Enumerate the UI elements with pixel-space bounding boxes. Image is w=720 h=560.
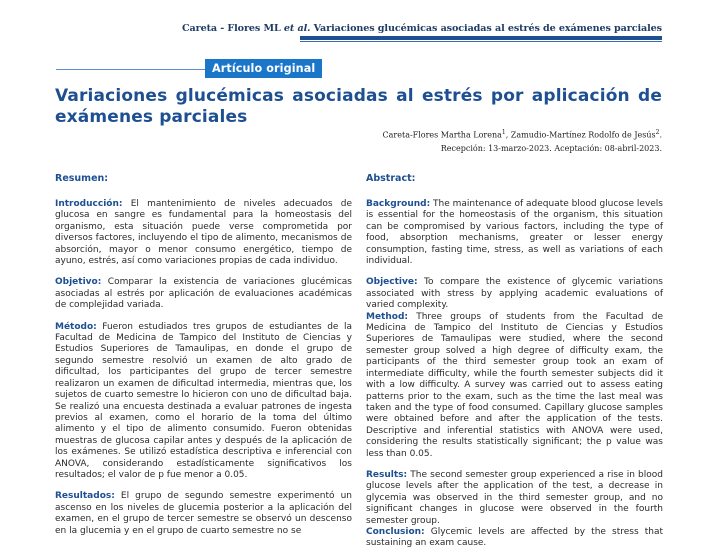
abstract-results: Results: The second semester group experienced a rise in blood glucose levels after the application of the test, a decrease in glycemia was observed in the third semester group, and no significant changes in glucose were observed in the fourth semester group. [366, 469, 663, 526]
resumen-objetivo: Objetivo: Comparar la existencia de variaciones glucémicas asociadas al estrés por aplicación de evaluaciones académicas de complejidad variada. [55, 277, 352, 311]
abstract-heading: Abstract: [366, 173, 416, 184]
authors-block [383, 126, 662, 155]
abstract-method: Method: Three groups of students from the Facultad de Medicina de Tampico del Instituto de Ciencias y Estudios Superiores de Tamaulipas were studied, where the second semester group solved a high degree of difficulty exam, the participants of the third semester group took an exam of intermediate difficulty, while the fourth semester subjects did it with a low difficulty. A survey was carried out to assess eating patterns prior to the exam, such as the time the last meal was taken and the type of food consumed. Capillary glucose samples were obtained before and after the application of the tests. Descriptive and inferential statistics with ANOVA were used, considering the results statistically significant; the p value was less than 0.05. [366, 311, 663, 459]
resumen-introduccion: Introducción: El mantenimiento de niveles adecuados de glucosa en sangre es fundamental para la homeostasis del organismo, esta situación puede verse comprometida por diversos factores, incluyendo el tipo de alimento, mecanismos de absorción, mayor o menor consumo energético, tiempo de ayuno, estrés, así como variaciones propias de cada individuo. [55, 199, 352, 267]
resumen-metodo: Método: Fueron estudiados tres grupos de estudiantes de la Facultad de Medicina de Tampico del Instituto de Ciencias y Estudios Superiores de Tamaulipas, en donde el grupo de segundo semestre resolvió un examen de alto grado de dificultad, los participantes del grupo de tercer semestre realizaron un examen de dificultad intermedia, mientras que, los sujetos de cuarto semestre lo hicieron con uno de dificultad baja. Se realizó una encuesta destinada a evaluar patrones de ingesta previos al examen, como el horario de la toma del último alimento y el tipo de alimento consumido. Fueron obtenidas muestras de glucosa capilar antes y después de la aplicación de los exámenes. Se utilizó estadística descriptiva e inferencial con ANOVA, considerando estadísticamente significativos los resultados; el valor de p fue menor a 0.05. [55, 321, 352, 480]
resumen-column [55, 173, 352, 547]
header-rule-thin [300, 41, 662, 42]
running-head: Careta - Flores ML et al. Variaciones glucémicas asociadas al estrés de exámenes parciales [181, 23, 662, 34]
author-line: Careta-Flores Martha Lorena$^1$, Zamudio-Martínez Rodolfo de Jesús$^2$. [382, 129, 662, 140]
abstract-background: Background: The maintenance of adequate blood glucose levels is essential for the homeostasis of the organism, this situation can be compromised by various factors, including the type of food, absorption mechanisms, greater or lesser energy consumption, fasting time, stress, as well as variations of each individual. [366, 199, 663, 267]
abstract-conclusion: Conclusion: Glycemic levels are affected by the stress that sustaining an exam cause. [366, 526, 663, 549]
resumen-heading: Resumen: [55, 173, 109, 184]
dates-line: Recepción: 13-marzo-2023. Aceptación: 08-abril-2023. [440, 143, 662, 153]
header-rule [300, 36, 662, 40]
article-type-badge: Artículo original [205, 59, 322, 78]
article-title: Variaciones glucémicas asociadas al estrés por aplicación de exámenes parciales [55, 86, 662, 127]
article-type-line [56, 69, 206, 70]
resumen-resultados: Resultados: El grupo de segundo semestre experimentó un ascenso en los niveles de glucemia posterior a la aplicación del examen, en el grupo de tercer semestre se observó un descenso en la glucemia y en el grupo de cuarto semestre no se [55, 491, 352, 536]
abstract-column [366, 173, 663, 560]
abstract-objective: Objective: To compare the existence of glycemic variations associated with stress by applying academic evaluations of varied complexity. [366, 277, 663, 311]
